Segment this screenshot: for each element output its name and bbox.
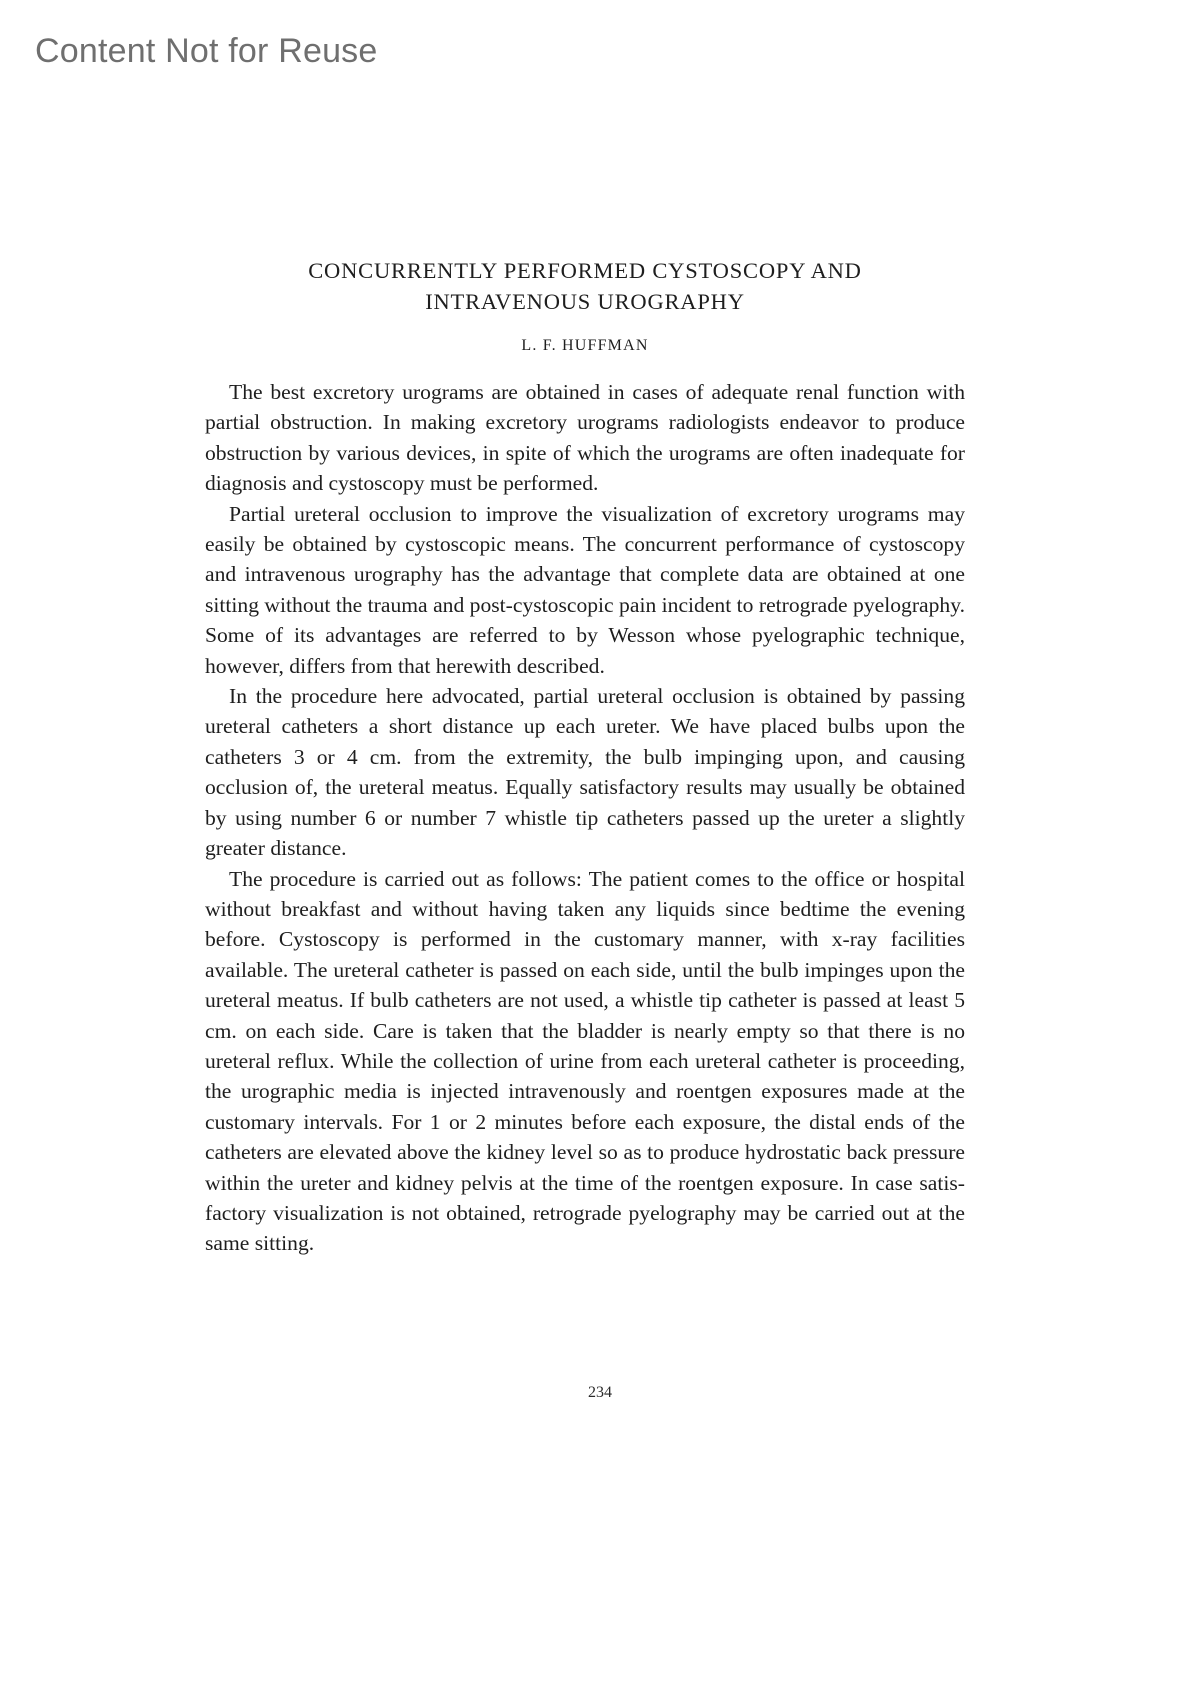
body-paragraph: The best excretory urograms are obtained in cases of adequate renal function with partial obstruction. In making excretory urograms radiologists endeavor to produce obstruction by various devices, in spite of which the urograms are often inadequate for diagnosis and cystoscopy must be performed.	[205, 380, 965, 496]
watermark: Content Not for Reuse	[35, 32, 378, 70]
article-author: L. F. HUFFMAN	[521, 337, 649, 354]
article-title-line: CONCURRENTLY PERFORMED CYSTOSCOPY AND	[308, 258, 862, 283]
article-title	[205, 255, 965, 317]
body-paragraph: In the procedure here advocated, partial ureteral occlusion is obtained by passing ureteral catheters a short distance up each ureter. We have placed bulbs upon the catheters 3 or 4 cm. from the extremity, the bulb impinging upon, and causing occlusion of, the ureteral meatus. Equally satisfactory results may usually be obtained by using number 6 or number 7 whistle tip catheters passed up the ureter a slightly greater distance.	[205, 684, 965, 861]
body-paragraph: The procedure is carried out as follows: The patient comes to the office or hospital without breakfast and without having taken any liquids since bedtime the evening before. Cystoscopy is performed in the customary manner, with x-ray facilities available. The ureteral catheter is passed on each side, until the bulb impinges upon the ureteral meatus. If bulb catheters are not used, a whistle tip catheter is passed at least 5 cm. on each side. Care is taken that the bladder is nearly empty so that there is no ureteral reflux. While the collection of urine from each ureteral catheter is proceeding, the urographic media is injected intravenously and roentgen exposures made at the customary intervals. For 1 or 2 minutes before each exposure, the distal ends of the catheters are elevated above the kidney level so as to produce hydrostatic back pressure within the ureter and kidney pelvis at the time of the roentgen exposure. In case satisfactory visualization is not obtained, retrograde pyelography may be carried out at the same sitting.	[205, 866, 965, 1256]
body-paragraph: Partial ureteral occlusion to improve the visualization of excretory urograms may easily be obtained by cystoscopic means. The concurrent performance of cystoscopy and intravenous urography has the advantage that complete data are obtained at one sitting without the trauma and post-cystoscopic pain incident to retrograde pyelography. Some of its advantages are referred to by Wesson whose pyelographic technique, however, differs from that herewith described.	[205, 501, 965, 678]
article-title-line: INTRAVENOUS UROGRAPHY	[425, 289, 745, 314]
article-body	[205, 377, 965, 1259]
page-number: 234	[588, 1384, 612, 1401]
article	[205, 255, 965, 1259]
